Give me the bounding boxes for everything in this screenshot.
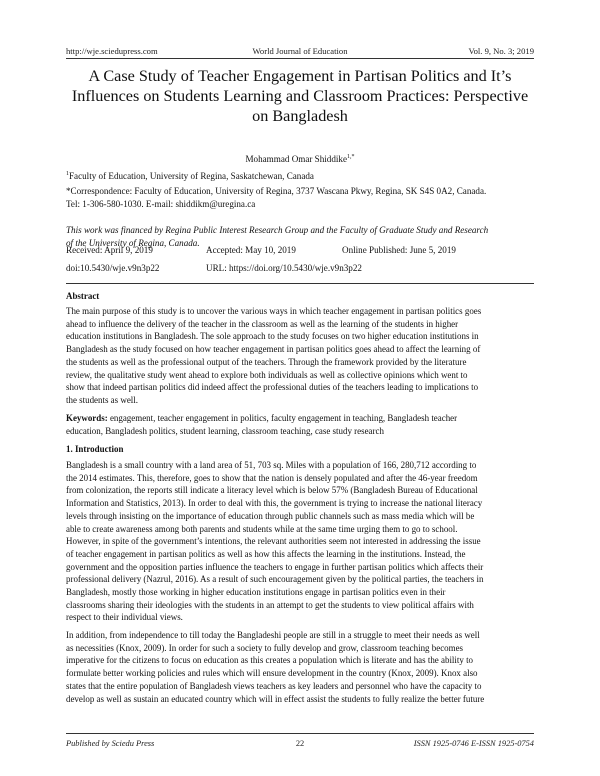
- intro-line: imperative for the citizens to focus on education as this creates a population which is literate and has the ability to: [66, 655, 474, 666]
- abstract-line: review, the qualitative study went ahead to explore both individuals as well as collective opinions which went to: [66, 369, 468, 380]
- abstract-line: education institutions in Bangladesh. The sole approach to the study focuses on two higher education institutions in: [66, 331, 479, 342]
- doi-url[interactable]: URL: https://doi.org/10.5430/wje.v9n3p22: [206, 263, 362, 273]
- author: [66, 153, 534, 166]
- header-url[interactable]: http://wje.sciedupress.com: [66, 46, 158, 56]
- header-volume: Vol. 9, No. 3; 2019: [468, 46, 534, 56]
- abstract-line: the students as well as the professional output of the teachers. Through the framework provided by the literature: [66, 356, 467, 367]
- intro-line: levels through insisting on the importance of education through public channels such as mass media which will be: [66, 510, 475, 521]
- title-line: on Bangladesh: [252, 107, 348, 125]
- intro-heading: 1. Introduction: [66, 444, 124, 454]
- intro-line: classrooms sharing their ideologies with the students in an attempt to get the students to view political affairs with: [66, 599, 474, 610]
- section-rule: [66, 283, 534, 284]
- received-date: Received: April 9, 2019: [66, 245, 153, 255]
- published-date: Online Published: June 5, 2019: [342, 245, 456, 255]
- intro-line: states that the entire population of Bangladesh views teachers as key leaders and personnel who have the capacity to: [66, 680, 482, 691]
- affiliation-sup: 1: [66, 170, 69, 177]
- keywords: [66, 412, 534, 437]
- correspondence-line: *Correspondence: Faculty of Education, University of Regina, 3737 Wascana Pkwy, Regina, SK S4S 0A2, Canada.: [66, 186, 487, 196]
- intro-line: develop as well as sustain an educated country which will in effect assist the students to fully realize the better future: [66, 693, 485, 704]
- funding-line: This work was financed by Regina Public Interest Research Group and the Faculty of Graduate Study and Research: [66, 225, 489, 235]
- header-journal: World Journal of Education: [252, 46, 348, 56]
- intro-line: able to create awareness among both parents and students while at the same time urging them to go to school.: [66, 523, 458, 534]
- title-line: Influences on Students Learning and Classroom Practices: Perspective: [71, 87, 529, 105]
- intro-line: Bangladesh, mostly those working in higher education institutions engage in partisan politics even in their: [66, 587, 446, 598]
- abstract-body: [66, 305, 534, 407]
- keywords-line: engagement, teacher engagement in politics, faculty engagement in teaching, Bangladesh teacher: [109, 413, 458, 423]
- intro-line: formulate better working policies and rules which will ensure development in the country (Knox, 2009). Knox also: [66, 668, 478, 679]
- intro-paragraph-2: [66, 629, 534, 705]
- header-rule: [66, 58, 534, 59]
- title-line: A Case Study of Teacher Engagement in Partisan Politics and It’s: [88, 67, 512, 85]
- abstract-line: The main purpose of this study is to uncover the various ways in which teacher engagement in partisan politics goes: [66, 306, 482, 316]
- intro-line: government and the opposition parties influence the teachers to engage in further partisan politics which affects their: [66, 561, 484, 572]
- keywords-line: education, Bangladesh politics, student learning, classroom teaching, case study research: [66, 425, 384, 436]
- accepted-date: Accepted: May 10, 2019: [206, 245, 296, 255]
- intro-line: respect to their individual views.: [66, 612, 183, 623]
- affiliation-text: Faculty of Education, University of Regina, Saskatchewan, Canada: [69, 171, 314, 181]
- intro-line: as necessities (Knox, 2009). In order for such a society to fully develop and grow, classroom teaching becomes: [66, 642, 464, 653]
- footer-issn: ISSN 1925-0746 E-ISSN 1925-0754: [413, 739, 534, 748]
- footer-rule: [66, 733, 534, 734]
- author-sup: 1,*: [347, 153, 355, 160]
- intro-line: Bangladesh is a small country with a land area of 51, 703 sq. Miles with a population of 166, 280,712 according to: [66, 460, 477, 470]
- intro-line: from colonization, the reports still indicate a literacy level which is below 57% (Bangladesh Bureau of Educational: [66, 485, 478, 496]
- footer-publisher: Published by Sciedu Press: [66, 739, 155, 748]
- affiliation: [66, 170, 314, 183]
- intro-line: In addition, from independence to till today the Bangladeshi people are still in a struggle to meet their needs as well: [66, 630, 480, 640]
- funding-line: of the University of Regina, Canada.: [66, 237, 200, 248]
- keywords-label: Keywords:: [66, 413, 108, 423]
- correspondence-line[interactable]: Tel: 1-306-580-1030. E-mail: shiddikm@uregina.ca: [66, 198, 256, 209]
- abstract-line: Bangladesh as the study focused on how teacher engagement in partisan politics goes ahead to affect the learning of: [66, 344, 481, 355]
- author-name: Mohammad Omar Shiddike: [245, 154, 348, 164]
- intro-line: of teacher engagement in partisan politics as well as how this affects the learning in the institutions. Instead, the: [66, 548, 466, 559]
- intro-line: However, in spite of the government’s intentions, the relevant authorities seem not interested in addressing the issue: [66, 536, 481, 547]
- abstract-line: show that indeed partisan politics did indeed affect the professional duties of the teachers leading to implications to: [66, 382, 479, 393]
- correspondence: [66, 185, 546, 210]
- intro-paragraph-1: [66, 459, 534, 624]
- abstract-line: ahead to influence the delivery of the teacher in the classroom as well as the learning of the students in higher: [66, 318, 459, 329]
- doi[interactable]: doi:10.5430/wje.v9n3p22: [66, 263, 160, 273]
- intro-line: professional delivery (Nazrul, 2016). As a result of such encouragement given by the political parties, the teachers in: [66, 574, 484, 585]
- paper-title: [66, 66, 534, 126]
- abstract-heading: Abstract: [66, 291, 100, 301]
- intro-line: Information and Statistics, 2013). In order to deal with this, the government is trying to increase the national literacy: [66, 498, 483, 509]
- page-number: 22: [295, 739, 305, 748]
- abstract-line: the students as well.: [66, 394, 138, 405]
- intro-line: the 2014 estimates. This, therefore, goes to show that the nation is densely populated and after the 46-year freedom: [66, 472, 478, 483]
